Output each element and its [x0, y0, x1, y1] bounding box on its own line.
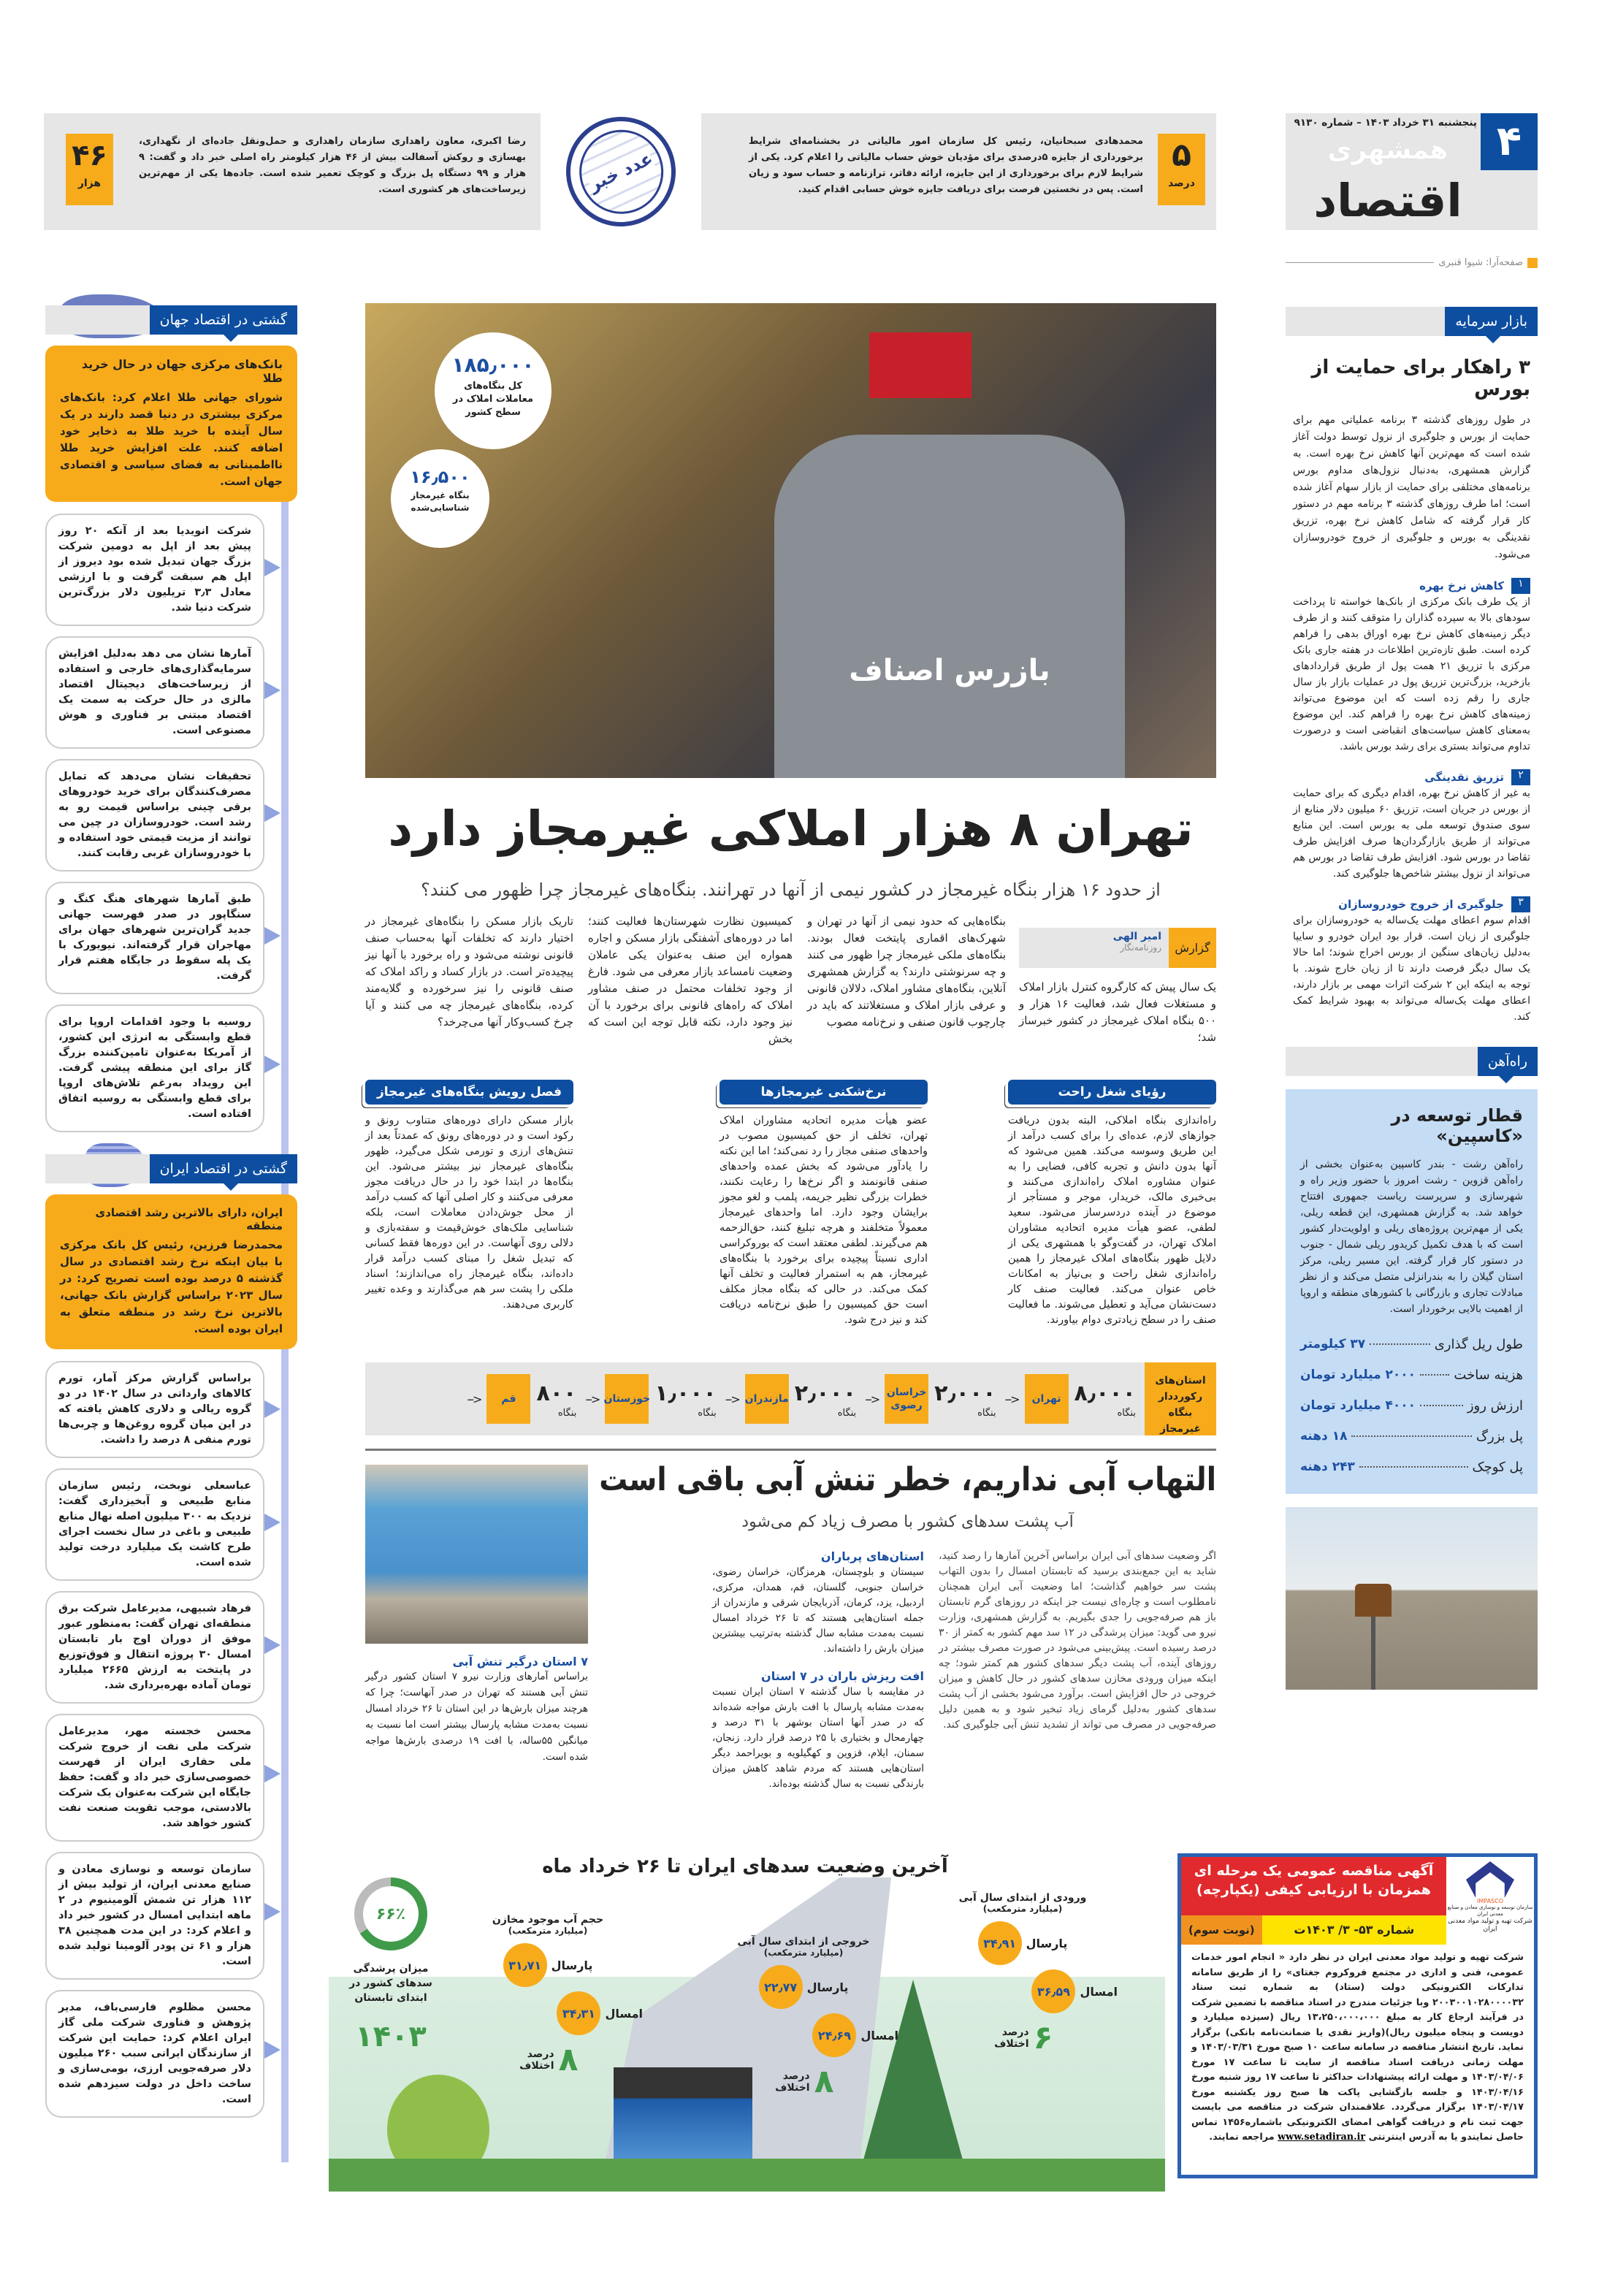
category-header: گشتی در اقتصاد ایران — [45, 1154, 297, 1183]
right-column — [1286, 307, 1538, 1690]
red-seal-sticker — [869, 332, 972, 398]
news-brief: تحقیقات نشان می‌دهد که تمایل مصرف‌کنندگان برای خرید خودروهای برقی چینی براساس قیمت رو به رشد است. خودروسازان در چین می توانند از مزیت قیمتی خود استفاده و با خودروسازان غربی رقابت کنند. — [45, 759, 264, 872]
inspector-figure — [774, 435, 1125, 778]
province-item: ۸۰۰ بنگاه قم <-- — [467, 1374, 576, 1424]
value-circle: ۲۴٫۶۹ — [812, 2013, 856, 2057]
lead-column: یک سال پیش که کارگروه کنترل بازار املاک و مستغلات فعال شد، فعالیت ۱۶ هزار و ۵۰۰ بنگاه املاک غیرمجاز در کشور خبرساز شد؛ — [1019, 980, 1216, 1044]
date-line: پنجشنبه ۳۱ خرداد ۱۴۰۳ – شماره ۹۱۳۰ — [1294, 117, 1477, 129]
water-headline: التهاب آبی نداریم، خطر تنش آبی باقی است — [599, 1461, 1216, 1498]
lead-news-box: ایران، دارای بالاترین رشد اقتصادی منطقه محمدرضا فرزین، رئیس کل بانک مرکزی با بیان اینکه نرخ رشد اقتصادی در سال گذشته ۵ درصد بوده است تصریح کرد: در سال ۲۰۲۳ براساس گزارش بانک جهانی، بالاترین نرخ رشد در منطقه متعلق به ایران بوده است. — [45, 1194, 297, 1349]
water-lead: اگر وضعیت سدهای آبی ایران براساس آخرین آمارها را رصد کنید، شاید به این جمع‌بندی برسید که تابستان امسال را بدون التهاب پشت سر خواهیم گذاشت؛ اما وضعیت آبی ایران همچنان نامطلوب است و چاره‌ای نیست جز اینکه در روزهای گرم تابستان باز هم صرفه‌جویی را جدی بگیریم. به گزارش همشهری، وزارت نیرو می گوید: میزان پرشدگی در ۱۲ سد مهم کشور به کمتر از ۳۰ درصد رسیده است. پیش‌بینی می‌شود در صورت مصرف بیشتر در روزهای آینده، آب پشت دیگر سدهای کشور هم کمتر شود؛ چه اینکه میزان ورودی مخازن سدهای کشور در حال کاهش و میزان خروجی در حال افزایش است. برآورد می‌شود بخشی از آب پشت سدهای کشور به‌دلیل گرمای زیاد تبخیر شود و به همین دلیل صرفه‌جویی در مصرف می تواند از تشدید تنش آبی جلوگیری کند. — [939, 1550, 1216, 1731]
ground — [329, 2159, 1165, 2192]
dotted-leader — [1370, 1343, 1430, 1345]
section-divider — [365, 1449, 1216, 1451]
arrow-icon: <-- — [585, 1392, 600, 1406]
numbered-point: ۲ تزریق نقدینگی به غیر از کاهش نرخ بهره، اقدام دیگری که برای حمایت از بورس در جریان است، تزریق ۶۰ میلیون دلار منابع از سوی صندوق توسعه ملی به بورس است. این منابع می‌تواند از طریق بازارگردان‌ها صرف افزایش طرف تقاضا در بورس شود. افزایش طرف تقاضا در بورس هم می‌تواند از نزول بیشتر شاخص‌ها جلوگیری کند. — [1293, 769, 1530, 880]
rail-fact: طول ریل گذاری ۳۷ کیلومتر — [1300, 1336, 1523, 1352]
dam-stat-group: ورودی از ابتدای سال آبی (میلیارد مترمکعب) پارسال ۳۴٫۹۱ امسال ۳۶٫۵۹ ۶ درصد اختلاف — [958, 1892, 1118, 2056]
article-section: رؤیای شغل راحت راه‌اندازی بنگاه املاکی، البته بدون دریافت جوازهای لازم، عده‌ای را برای کسب درآمد از این طریق وسوسه می‌کند. همین می‌شود که آنها بدون دانش و تجربه کافی، فضایی را به عنوان مشاوره املاک راه‌اندازی می‌کنند و بی‌خبری مالک، خریدار، موجر و مستأجر از موضوع در آینده دردسرساز می‌شود. سعید لطفی، عضو هیأت مدیره اتحادیه مشاوران املاک تهران، در گفت‌وگو با همشهری یکی از دلایل ظهور بنگاه‌های املاک غیرمجاز را همین راه‌اندازی شغل راحت و بی‌نیاز به امکانات خاص عنوان می‌کند. فعالیت صنف کار دست‌نشان می‌آید و تعطیل می‌شوند. ما فعالیت صنف را در سطح زیادتری دوام بیاورند. — [1008, 1080, 1216, 1328]
arrow-icon: <-- — [865, 1392, 879, 1406]
news-number-box: رضا اکبری، معاون راهداری سازمان راهداری و حمل‌ونقل جاده‌ای از نگهداری، بهسازی و روکش آسفالت بیش از ۴۶ هزار کیلومتر راه اصلی خبر داد و گفت: ۹ هزار و ۹۹ دستگاه پل بزرگ و کوچک تعمیر شده است. جاده‌ها یکی از مهم‌ترین زیرساخت‌های هر کشوری است. ۴۶ هزار — [44, 113, 541, 230]
layout-credit: صفحه‌آرا: شیوا قنبری — [1286, 257, 1538, 268]
rail-fact: هزینه ساخت ۲۰۰۰ میلیارد تومان — [1300, 1367, 1523, 1383]
dam-infographic: آخرین وضعیت سدهای ایران تا ۲۶ خرداد ماه حجم آب موجود مخازن (میلیارد مترمکعب) پارسال ۳۱٫۷۱ امسال ۳۴٫۳۱ ۸ درصد اختلاف خروجی از ابتدای سال آبی (میلیارد مترمکعب) پارسال ۲۲٫۷۷ امسال ۲۴٫۶۹ ۸ درصد اختلاف ورودی از ابتدای سال آبی (میلیارد مترمکعب) پارسال ۳۴٫۹۱ امسال ۳۶٫۵۹ ۶ درصد اختلاف ۶۶٪ میزان پرشدگی سدهای کشور در ابتدای تابستان ۱۴۰۳ — [329, 1834, 1165, 2192]
dotted-leader — [1420, 1374, 1449, 1376]
article-section: نرخ‌شکنی غیرمجازها عضو هیأت مدیره اتحادیه مشاوران املاک تهران، تخلف از حق کمیسیون مصوب در واحدهای صنفی مجاز را رد نمی‌کند؛ اما این نکته را یادآور می‌شود که بخش عمده واحدهای صنفی قانونمند و اگر نرخ‌ها را رعایت نکنند، خطرات بزرگی نظیر جریمه، پلمب و لغو مجوز برایشان وجود دارد. اما واحدهای غیرمجاز معمولاً متخلفند و هرچه تبلیغ کنند، حق‌الزحمه هم می‌گیرند. لطفی معتقد است که بوروکراسی اداری نسبتاً پیچیده برای برخورد با بنگاه‌های غیرمجاز، هم به استمرار فعالیت و تخلف آنها کمک می‌کند. در حالی که بنگاه مجاز مکلف است حق کمیسیون را طبق نرخ‌نامه دریافت کند و نیز درج شود. — [719, 1080, 928, 1328]
numbered-point: ۱ کاهش نرخ بهره از یک طرف بانک مرکزی از بانک‌ها خواسته تا پرداخت سودهای بالا به سپرده گذاران را متوقف کنند و از طرف دیگر زمینه‌های کاهش نرخ بهره اوراق بدهی را فراهم کرده است. طبق تازه‌ترین اطلاعات در هفته جاری بانک مرکزی با تزریق ۲۱ همت پول از طریق قراردادهای بازخرید، بزرگ‌ترین تزریق پول در عملیات بازار باز سال جاری را رقم زده است که این موضوع می‌تواند زمینه‌های کاهش نرخ بهره را فراهم کند. این موضوع به‌معنای کاهش سیاست‌های انقباضی است و درصورت تداوم می‌تواند بستری برای رشد بورس باشد. — [1293, 578, 1530, 752]
article-section: فصل رویش بنگاه‌های غیرمجاز بازار مسکن دارای دوره‌های متناوب رونق و رکود است و در دوره‌های رونق که عمدتاً بعد از تنش‌های ارزی و تورمی شکل می‌گیرد، ظهور بنگاه‌های غیرمجاز نیز بیشتر می‌شود. این بنگاه‌ها در ابتدا خود را در حال دریافت مجوز معرفی می‌کنند و کار اصلی آنها که کسب درآمد از محل جوش‌دادن معاملات است، بلکه شناسایی ملک‌های خوش‌قیمت و سفته‌بازی و دلالی روی آنهاست. در این دوره‌ها فقط کسانی که تبدیل شغل را مبنای کسب درآمد قرار داده‌اند، بنگاه غیرمجاز راه می‌اندازند؛ اسناد ملکی را پشت سر هم می‌گذارند و وعده تغییر کاربری می‌دهند. — [365, 1080, 573, 1313]
article-intro: در طول روزهای گذشته ۳ برنامه عملیاتی مهم برای حمایت از بورس و جلوگیری از نزول توسط دولت آغاز شده است که مهم‌ترین آنها کاهش نرخ بهره است. به گزارش همشهری، به‌دنبال نزول‌های مداوم بورس برنامه‌های مختلفی برای حمایت از بازار سهام آغاز شده است؛ اما طرف روزهای گذشته ۳ برنامه مهم در دستور کار قرار گرفته که شامل کاهش نرخ بهره، تزریق نقدینگی به بورس و جلوگیری از خروج خودروسازان می‌شود. — [1293, 414, 1531, 560]
rail-box: قطار توسعه در «کاسپین» راه‌آهن رشت - بندر کاسپین به‌عنوان بخشی از راه‌آهن قزوین - رشت امروز با حضور وزیر راه و شهرسازی و سرپرست ریاست جمهوری افتتاح خواهد شد. به گزارش همشهری، این قطعه ریلی، یکی از مهم‌ترین پروژه‌های ریلی و اولویت‌دار کشور است که با هدف تکمیل کریدور ریلی شمال - جنوب در دستور کار قرار گرفته. این مسیر ریلی، مرکز استان گیلان را به بندرانزلی متصل می‌کند و از نظر مبادلات تجاری و بازرگانی با کشورهای منطقه و اروپا از اهمیت بالایی برخوردار است. طول ریل گذاری ۳۷ کیلومتر هزینه ساخت ۲۰۰۰ میلیارد تومان ارزش روز ۴۰۰۰ میلیارد تومان پل بزرگ ۱۸ دهنه پل کوچک ۲۴۳ دهنه — [1286, 1089, 1538, 1494]
divider — [1286, 262, 1434, 263]
stamp-logo: عدد خبر — [548, 99, 693, 244]
value-circle: ۳۱٫۷۱ — [503, 1943, 547, 1987]
ad-url-link[interactable]: www.setadiran.ir — [1278, 2132, 1366, 2143]
section-title: اقتصاد — [1313, 174, 1462, 227]
dotted-leader — [1351, 1435, 1471, 1437]
lead-column: کمیسیون نظارت شهرستان‌ها فعالیت کنند؛ اما در دوره‌های آشفتگی بازار مسکن و اجاره همواره این صنف به‌عنوان یکی عاملان وضعیت نامساعد بازار معرفی می شود. فارغ از وجود تخلفات محتمل در صنف مشاور املاک که راه‌های قانونی برای برخورد با آن نیز وجود دارد، نکته قابل توجه این است که بخش — [588, 915, 793, 1045]
value-circle: ۳۴٫۳۱ — [557, 1991, 600, 2035]
category-header: بازار سرمایه — [1286, 307, 1538, 336]
province-item: ۲٫۰۰۰ بنگاه خراسان رضوی <-- — [865, 1374, 996, 1424]
value-circle: ۲۲٫۷۷ — [759, 1965, 803, 2009]
news-brief: سازمان توسعه و نوسازی معادن و صنایع معدنی ایران، از تولید بیش از ۱۱۲ هزار تن شمش آلومینیوم در ۲ ماهه ابتدایی امسال در کشور خبر داد و اعلام کرد: در این مدت همچنین ۳۸ هزار و ۶۱ تن پودر آلومینا تولید شده است. — [45, 1852, 264, 1980]
tender-ad: IMPASCO سازمان توسعه و نوسازی معادن و صنایع معدنی ایران شرکت تهیه و تولید مواد معدنی ایران آگهی مناقصه عمومی یک مرحله ای همزمان با ارزیابی کیفی (یکپارچه) شماره ۵۳- ۳/ ۱۴۰۳ت (نوبت سوم) شرکت تهیه و تولید مواد معدنی ایران در نظر دارد « انجام امور خدمات عمومی، فنی و اداری در مجتمع فروکروم جغتای» را از طریق سامانه تدارکات الکترونیکی دولت (ستاد) به شماره ثبت ستاد ۲۰۰۳۰۰۱۰۲۸۰۰۰۰۳۲ وبا جزئیات مندرج در اسناد مناقصه با تضمین شرکت در فرآیند ارجاع کار به مبلغ ۱۳،۲۵۰،۰۰۰،۰۰۰ ریال (سیزده میلیارد و دویست و پنجاه میلیون ریال)(واریز نقدی یا ضمانت‌نامه بانکی) برگزار نماید. تاریخ انتشار مناقصه در سامانه ساعت ۱۰ صبح مورخ ۱۴۰۳/۰۳/۳۱ و مهلت زمانی دریافت اسناد مناقصه از سایت تا ساعت ۱۷ مورخ ۱۴۰۳/۰۴/۰۶ و مهلت ارائه پیشنهادات حداکثر تا ساعت ۱۷ روز شنبه مورخ ۱۴۰۳/۰۴/۱۶ و جلسه بازگشایی پاکت ها صبح روز یکشنبه مورخ ۱۴۰۳/۰۴/۱۷ برگزار می‌گردد. علاقمندان شرکت در مناقصه می بایست جهت ثبت نام و دریافت گواهی امضای الکترونیکی باشماره۱۴۵۶ تماس حاصل نمایندو یا به آدرس اینترنتی www.setadiran.ir مراجعه نمایند. — [1177, 1853, 1538, 2178]
rail-title: قطار توسعه در «کاسپین» — [1391, 1105, 1523, 1146]
province-item: ۲٫۰۰۰ بنگاه مازندران <-- — [725, 1374, 856, 1424]
lead-news-box: بانک‌های مرکزی جهان در حال خرید طلا شورای جهانی طلا اعلام کرد: بانک‌های مرکزی بیشتری در دنیا قصد دارند در یک سال آینده با خرید طلا به ذخایر خود اضافه کنند. علت افزایش خرید طلا نااطمینانی به فضای سیاسی و اقتصادی جهان است. — [45, 346, 297, 502]
news-brief: براساس گزارش مرکز آمار، تورم کالاهای وارداتی در سال ۱۴۰۲ در دو گروه ریالی و دلاری کاهش یافته که در این میان گروه روغن‌ها و چربی‌ها تورم منفی ۸ درصد را داشت. — [45, 1361, 264, 1458]
dam-stat-group: حجم آب موجود مخازن (میلیارد مترمکعب) پارسال ۳۱٫۷۱ امسال ۳۴٫۳۱ ۸ درصد اختلاف — [492, 1914, 643, 2078]
lead-column: بنگاه‌هایی که حدود نیمی از آنها در تهران و شهرک‌های اقماری پایتخت فعال بودند. بنگاه‌های ملکی غیرمجاز چرا ظهور می کنند و چه سرنوشتی دارند؟ به گزارش همشهری آنلاین، بنگاه‌های مشاور املاک، دلالان قانونی و عرفی بازار املاک و مستغلاتند که باید در چارچوب قانون صنفی و نرخ‌نامه مصوب — [807, 915, 1006, 1029]
impasco-logo — [1466, 1861, 1514, 1898]
point-number: ۳ — [1511, 896, 1530, 912]
value-circle: ۳۶٫۵۹ — [1031, 1969, 1075, 2013]
numbered-point: ۳ جلوگیری از خروج خودروسازان اقدام سوم اعطای مهلت یک‌ساله به خودروسازان برای جلوگیری از زیان است. قرار بود ایران خودرو و سایپا به‌دلیل زیان‌های سنگین از بورس اخراج شوند؛ اما حالا یک سال دیگر فرصت دارند تا از زیان خارج شوند. با توجه به اینکه این ۲ شرکت اثرات مهمی بر بازار دارند، اعطای مهلت یک‌ساله می‌تواند به بهبود شرایط کمک کند. — [1293, 896, 1530, 1023]
lead-column: تاریک بازار مسکن را بنگاه‌های غیرمجاز در اختیار دارند که تخلفات آنها به‌حساب صنف قانونی نوشته می‌شود و راه برخورد با آنها نیز پیچیده‌تر است. در بازار کساد و راکد املاک که صنف قانونی را نیز سرخورده و گلایه‌مند کرده، بنگاه‌های غیرمجاز چه می کنند و آیا چرخ کسب‌وکار آنها می‌چرخد؟ — [365, 915, 573, 1029]
dotted-leader — [1359, 1466, 1468, 1468]
byline: گزارش امیر الهی روزنامه‌نگار — [1019, 928, 1216, 968]
value-circle: ۳۴٫۹۱ — [978, 1921, 1022, 1965]
arrow-icon: <-- — [467, 1392, 481, 1406]
category-header: راه‌آهن — [1286, 1047, 1538, 1076]
main-headline: تهران ۸ هزار املاکی غیرمجاز دارد — [388, 801, 1194, 857]
stat-circle: ۱۸۵٫۰۰۰ کل بنگاه‌های معاملات املاک در سطح کشور — [435, 332, 551, 449]
dotted-leader — [1420, 1405, 1463, 1406]
news-brief: آمارها نشان می دهد به‌دلیل افزایش سرمایه‌گذاری‌های خارجی و استفاده از زیرساخت‌های دیجیتال اقتصاد مالزی در حال حرکت به سمت یک اقتصاد مبتنی بر فناوری و هوش مصنوعی است. — [45, 636, 264, 749]
rail-fact: ارزش روز ۴۰۰۰ میلیارد تومان — [1300, 1397, 1523, 1414]
province-item: ۸٫۰۰۰ بنگاه تهران <-- — [1005, 1374, 1136, 1424]
main-photo: بازرس اصناف ۱۸۵٫۰۰۰ کل بنگاه‌های معاملات املاک در سطح کشور ۱۶٫۵۰۰ بنگاه غیرمجاز شناسایی‌شده — [365, 303, 1216, 778]
rail-fact: پل کوچک ۲۴۳ دهنه — [1300, 1459, 1523, 1475]
news-brief: محسن خجسته مهر، مدیرعامل شرکت ملی نفت از خروج شرکت ملی حفاری ایران از فهرست خصوصی‌سازی خبر داد و گفت: حفظ جایگاه این شرکت به‌عنوان یک شرکت بالادستی، موجب تقویت صنعت نفت کشور خواهد شد. — [45, 1714, 264, 1842]
number-badge: ۵ درصد — [1158, 134, 1205, 205]
stat-circle: ۱۶٫۵۰۰ بنگاه غیرمجاز شناسایی‌شده — [391, 449, 489, 548]
article-title: ۳ راهکار برای حمایت از بورس — [1311, 356, 1530, 400]
page-number: ۴ — [1481, 113, 1538, 170]
rail-fact: پل بزرگ ۱۸ دهنه — [1300, 1428, 1523, 1444]
arrow-icon: <-- — [725, 1392, 739, 1406]
news-brief: روسیه با وجود اقدامات اروپا برای قطع وابستگی به انرژی این کشور، از آمریکا به‌عنوان تامین‌کننده بزرگ گاز برای این منطقه پیشی گرفت. این رویداد به‌رغم تلاش‌های اروپا برای قطع وابستگی به روسیه اتفاق افتاده است. — [45, 1004, 264, 1132]
number-badge: ۴۶ هزار — [66, 134, 113, 205]
water-subheadline: آب پشت سدهای کشور با مصرف زیاد کم می‌شود — [741, 1513, 1074, 1531]
news-number-box: ۵ درصد محمدهادی سبحانیان، رئیس کل سازمان امور مالیاتی در بخشنامه‌ای شرایط برخورداری از جایزه ۵درصدی برای مؤدیان خوش حساب مالیاتی را اعلام کرد. یکی از شرایط لازم برای برخورداری از این جایزه، ارائه دفاتر، ترازنامه و حساب سود و زیان است. پس در نخستین فرصت برای دریافت جایزه خوش حسابی اقدام کنید. — [701, 113, 1216, 230]
main-subheadline: از حدود ۱۶ هزار بنگاه غیرمجاز در کشور نیمی از آنها در تهرانند. بنگاه‌های غیرمجاز چرا ظهور می کنند؟ — [421, 880, 1161, 900]
news-brief: شرکت انویدیا بعد از آنکه ۲۰ روز پیش بعد از اپل به دومین شرکت بزرگ جهان تبدیل شده بود دیروز از اپل هم سبقت گرفت و با ارزشی معادل ۳٫۳ تریلیون دلار بزرگ‌ترین شرکت دنیا شد. — [45, 514, 264, 626]
credit-marker — [1527, 258, 1538, 268]
news-brief: فرهاد شبیهی، مدیرعامل شرکت برق منطقه‌ای تهران گفت: به‌منظور عبور موفق از دوران اوج بار تابستان امسال ۳۰ پروژه انتقال و فوق‌توزیع در پایتخت به ارزش ۲۶۶۵ میلیارد تومان آماده بهره‌برداری شد. — [45, 1591, 264, 1704]
province-ranking-bar: استان‌های رکورددار بنگاه غیرمجاز ۸٫۰۰۰ بنگاه تهران <-- ۲٫۰۰۰ بنگاه خراسان رضوی <-- ۲٫۰۰۰ بنگاه مازندران <-- ۱٫۰۰۰ بنگاه خوزستان <-- ۸۰۰ بنگاه قم <-- — [365, 1362, 1216, 1435]
news-brief: محسن مظلوم فارسی‌باف، مدیر پژوهش و فناوری شرکت ملی گاز ایران اعلام کرد: حمایت این شرکت از سازندگان ایرانی سبب ۲۶۰ میلیون دلار صرفه‌جویی ارزی، بومی‌سازی و ساخت داخل در دولت سیزدهم شده است. — [45, 1990, 264, 2118]
fill-donut: ۶۶٪ — [354, 1877, 427, 1950]
left-column — [45, 305, 297, 2128]
dam-stat-group: خروجی از ابتدای سال آبی (میلیارد مترمکعب) پارسال ۲۲٫۷۷ امسال ۲۴٫۶۹ ۸ درصد اختلاف — [737, 1936, 898, 2100]
news-brief: عباسعلی نوبخت، رئیس سازمان منابع طبیعی و آبخیزداری گفت: نزدیک به ۳۰۰ میلیون اصله نهال منابع طبیعی و باغی در سال نخست اجرای طرح کاشت یک میلیارد درخت تولید شده است. — [45, 1468, 264, 1581]
point-number: ۱ — [1511, 578, 1530, 594]
dam-photo — [365, 1465, 588, 1644]
category-header: گشتی در اقتصاد جهان — [45, 305, 297, 335]
province-item: ۱٫۰۰۰ بنگاه خوزستان <-- — [585, 1374, 716, 1424]
arrow-icon: <-- — [1004, 1392, 1019, 1406]
news-brief: طبق آمارها شهرهای هنگ کنگ و سنگاپور در صدر فهرست جهانی جدید گران‌ترین شهرهای جهان برای مهاجران قرار گرفته‌اند. نیویورک با یک پله سقوط در جایگاه هفتم قرار گرفت. — [45, 882, 264, 994]
paper-name-logo: همشهری — [1327, 135, 1448, 165]
train-photo — [1286, 1507, 1538, 1690]
point-number: ۲ — [1511, 769, 1530, 785]
